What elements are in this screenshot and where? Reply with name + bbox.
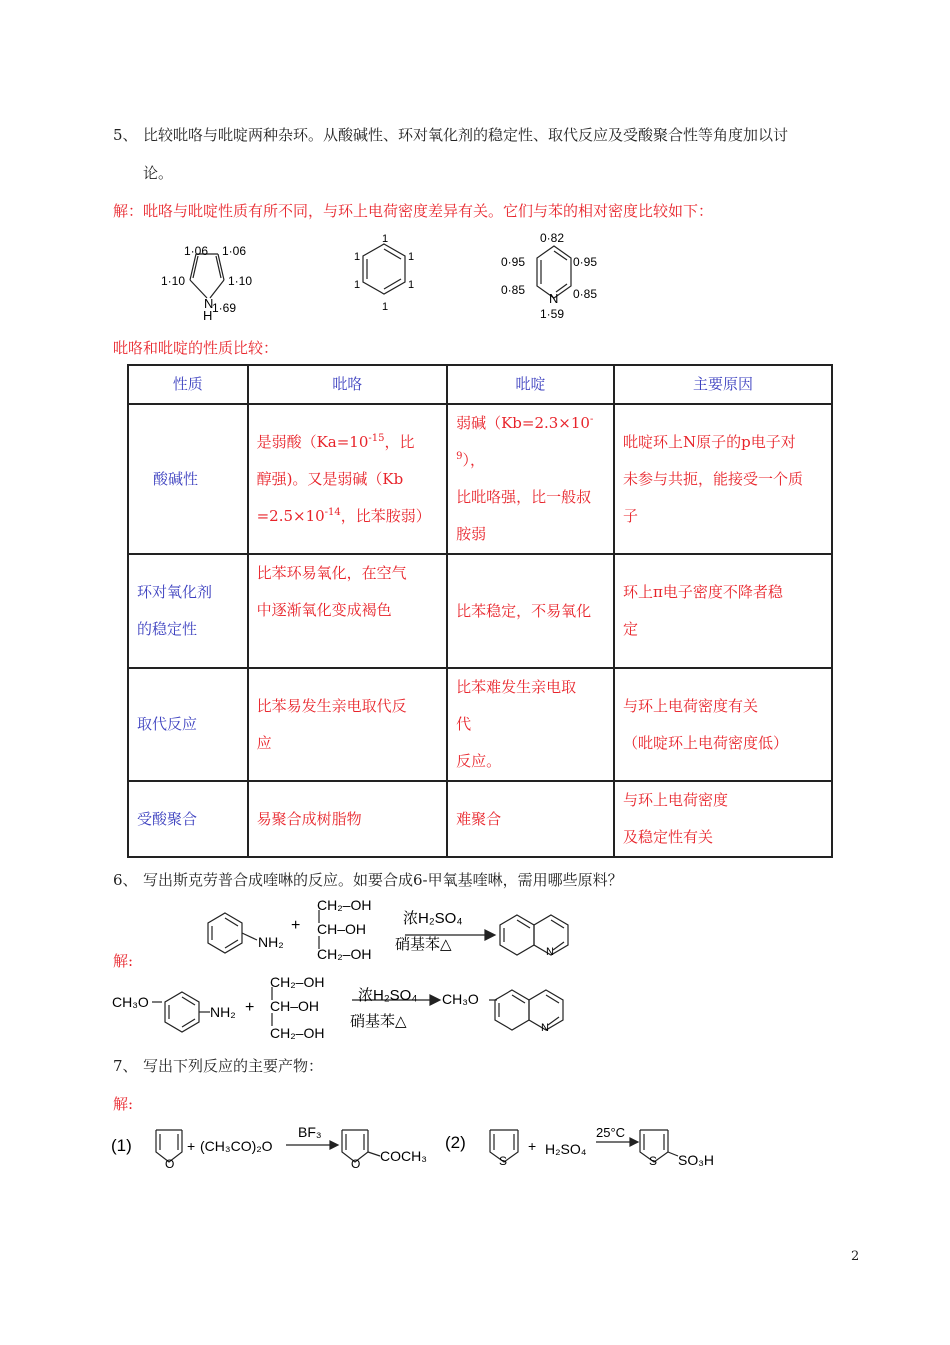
cell-pyrrole: 比苯易发生亲电取代反 应 bbox=[248, 668, 448, 781]
table-row bbox=[128, 668, 832, 781]
pyridine-diagram bbox=[498, 228, 613, 324]
quinoline-n: N bbox=[546, 946, 554, 958]
cell-pyridine: 比苯稳定，不易氧化 bbox=[447, 554, 614, 668]
pyrrole-h-atom: H bbox=[203, 308, 213, 323]
benzene-density-top: 1 bbox=[382, 233, 389, 245]
pyridine-n-density: 1·59 bbox=[540, 307, 565, 321]
svg-text:1: 1 bbox=[382, 301, 389, 313]
page-number: 2 bbox=[851, 1249, 860, 1264]
reagent-top: 浓H₂SO₄ bbox=[358, 987, 418, 1004]
nh2-label: NH₂ bbox=[258, 934, 284, 950]
svg-text:1: 1 bbox=[408, 251, 415, 263]
ch3o-product-label: CH₃O bbox=[442, 991, 479, 1007]
pyridine-top-density: 0·82 bbox=[540, 231, 565, 245]
cell-pyridine: 难聚合 bbox=[447, 781, 614, 857]
comparison-table bbox=[127, 364, 833, 858]
cell-pyrrole: 比苯环易氧化，在空气 中逐渐氧化变成褐色 bbox=[248, 554, 448, 668]
q5-text-line2: 论。 bbox=[143, 164, 174, 182]
plus-sign: + bbox=[291, 917, 301, 934]
choh-middle: CH–OH bbox=[270, 998, 320, 1014]
plus-sign: + bbox=[187, 1138, 196, 1154]
cell-pyridine: 比苯难发生亲电取 代 反应。 bbox=[447, 668, 614, 781]
svg-text:1: 1 bbox=[408, 279, 415, 291]
nh2-label: NH₂ bbox=[210, 1004, 236, 1020]
svg-text:1: 1 bbox=[354, 251, 361, 263]
pyrrole-c2-density: 1·06 bbox=[184, 244, 209, 258]
cell-reason: 与环上电荷密度有关 （吡啶环上电荷密度低） bbox=[614, 668, 832, 781]
pyridine-ul-density: 0·95 bbox=[501, 255, 526, 269]
table-title: 吡咯和吡啶的性质比较： bbox=[113, 339, 279, 357]
q6-answer: 解: bbox=[113, 952, 134, 970]
reaction-2-label: (2) bbox=[445, 1133, 466, 1152]
cell-pyridine: 弱碱$(Kb=2.3\times 10^{-9})$， 比吡咯强，比一般叔 胺弱 bbox=[447, 404, 614, 554]
r2-reagent: H₂SO₄ bbox=[545, 1141, 587, 1157]
pyridine-n-atom: N bbox=[549, 291, 559, 306]
reaction-1-label: (1) bbox=[111, 1136, 132, 1155]
pyrrole-c3-density: 1·06 bbox=[222, 244, 247, 258]
pyrrole-diagram bbox=[158, 234, 278, 324]
r1-catalyst: BF₃ bbox=[298, 1124, 322, 1140]
cell-property: 取代反应 bbox=[128, 668, 248, 781]
benzene-diagram bbox=[346, 232, 426, 318]
reagent-top: 浓H₂SO₄ bbox=[403, 910, 463, 927]
cell-property: 受酸聚合 bbox=[128, 781, 248, 857]
ch2oh-top: CH₂–OH bbox=[317, 897, 372, 913]
header-pyrrole: 吡咯 bbox=[248, 365, 448, 404]
r2-substituent: SO₃H bbox=[678, 1152, 715, 1168]
cell-reason: 吡啶环上N原子的p电子对 未参与共扼，能接受一个质 子 bbox=[614, 404, 832, 554]
ch2oh-bottom: CH₂–OH bbox=[317, 946, 372, 962]
q7-reactions bbox=[108, 1118, 728, 1178]
pyridine-ur-density: 0·95 bbox=[573, 255, 598, 269]
header-property: 性质 bbox=[128, 365, 248, 404]
pyrrole-c4-density: 1·10 bbox=[228, 274, 253, 288]
header-pyridine: 吡啶 bbox=[447, 365, 614, 404]
q6-number: 6、 bbox=[113, 871, 138, 889]
cell-reason: 环上π电子密度不降者稳 定 bbox=[614, 554, 832, 668]
reagent-bottom: 硝基苯△ bbox=[395, 936, 452, 953]
skraup-reaction-1 bbox=[195, 893, 585, 968]
cell-reason: 与环上电荷密度 及稳定性有关 bbox=[614, 781, 832, 857]
q6-text: 写出斯克劳普合成喹啉的反应。如要合成6-甲氧基喹啉，需用哪些原料？ bbox=[143, 871, 623, 889]
pyridine-lr-density: 0·85 bbox=[573, 287, 598, 301]
pyrrole-n-density: 1·69 bbox=[212, 301, 237, 315]
pyrrole-n-atom: N bbox=[204, 296, 214, 311]
plus-sign: + bbox=[528, 1138, 537, 1154]
cell-property: 酸碱性 bbox=[128, 404, 248, 554]
pyridine-ll-density: 0·85 bbox=[501, 283, 526, 297]
table-row bbox=[128, 404, 832, 554]
q7-number: 7、 bbox=[113, 1057, 138, 1075]
plus-sign: + bbox=[245, 999, 255, 1016]
table-row bbox=[128, 554, 832, 668]
cell-pyrrole: 易聚合成树脂物 bbox=[248, 781, 448, 857]
ch2oh-top: CH₂–OH bbox=[270, 974, 325, 990]
svg-text:1: 1 bbox=[354, 279, 361, 291]
table-row bbox=[128, 781, 832, 857]
r2-condition: 25°C bbox=[596, 1125, 626, 1140]
r1-substituent: COCH₃ bbox=[380, 1148, 427, 1164]
product-furan-o: O bbox=[351, 1157, 361, 1171]
r1-reagent: (CH₃CO)₂O bbox=[200, 1138, 273, 1154]
ch2oh-bottom: CH₂–OH bbox=[270, 1025, 325, 1041]
furan-o: O bbox=[165, 1157, 175, 1171]
cell-property: 环对氧化剂 的稳定性 bbox=[128, 554, 248, 668]
thiophene-s: S bbox=[499, 1154, 508, 1168]
product-thiophene-s: S bbox=[649, 1154, 658, 1168]
q5-answer: 解：吡咯与吡啶性质有所不同，与环上电荷密度差异有关。它们与苯的相对密度比较如下： bbox=[113, 202, 714, 220]
q7-answer: 解: bbox=[113, 1095, 134, 1113]
ch3o-label: CH₃O bbox=[112, 994, 149, 1010]
q7-text: 写出下列反应的主要产物： bbox=[143, 1057, 324, 1075]
choh-middle: CH–OH bbox=[317, 921, 367, 937]
table-header-row bbox=[128, 365, 832, 404]
reagent-bottom: 硝基苯△ bbox=[350, 1013, 407, 1030]
skraup-reaction-2 bbox=[112, 970, 582, 1045]
header-reason: 主要原因 bbox=[614, 365, 832, 404]
cell-pyrrole: 是弱酸（$Ka=10^{-15}$，比 醇强)。又是弱碱（Kb $=2.5\times 10^{-14}$，比苯胺弱） bbox=[248, 404, 448, 554]
q5-number: 5、 bbox=[113, 126, 138, 144]
quinoline-n: N bbox=[541, 1022, 549, 1034]
pyrrole-c1-density: 1·10 bbox=[161, 274, 186, 288]
q5-text-line1: 比较吡咯与吡啶两种杂环。从酸碱性、环对氧化剂的稳定性、取代反应及受酸聚合性等角度加以讨 bbox=[143, 126, 789, 144]
